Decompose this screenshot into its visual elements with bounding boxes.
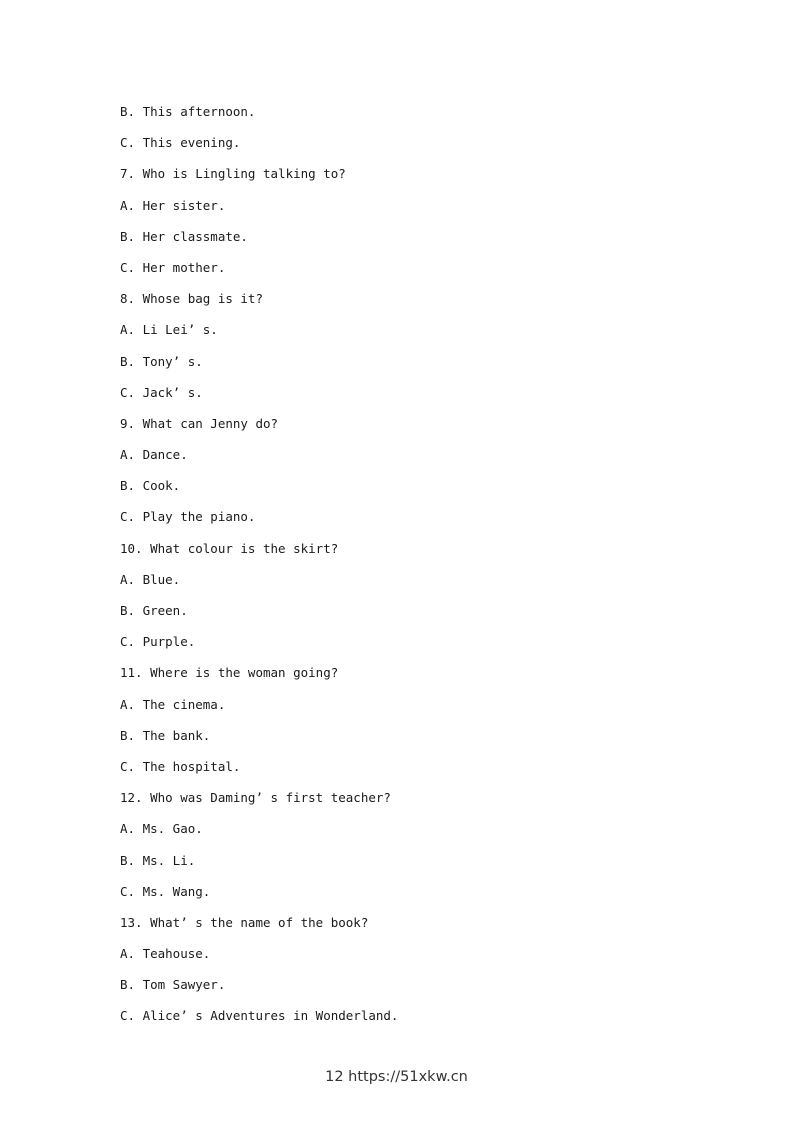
question-line: 10. What colour is the skirt? bbox=[120, 540, 339, 556]
page-footer: 12 https://51xkw.cn bbox=[325, 1069, 468, 1085]
option-line: B. Ms. Li. bbox=[120, 852, 196, 868]
option-line: B. Tom Sawyer. bbox=[120, 977, 226, 993]
option-line: B. This afternoon. bbox=[120, 104, 256, 119]
question-line: 12. Who was Daming’ s first teacher? bbox=[120, 790, 391, 806]
option-line: C. Purple. bbox=[120, 634, 196, 650]
option-line: C. Play the piano. bbox=[120, 509, 256, 525]
option-line: B. Tony’ s. bbox=[120, 353, 203, 369]
question-line: 9. What can Jenny do? bbox=[120, 415, 279, 431]
option-line: B. Green. bbox=[120, 603, 188, 618]
question-line: 13. What’ s the name of the book? bbox=[120, 914, 369, 930]
option-line: A. Her sister. bbox=[120, 197, 226, 213]
option-line: A. Blue. bbox=[120, 571, 181, 587]
question-line: 7. Who is Lingling talking to? bbox=[120, 166, 346, 182]
option-line: C. Her mother. bbox=[120, 259, 226, 275]
option-line: A. Li Lei’ s. bbox=[120, 322, 218, 338]
option-line: B. Her classmate. bbox=[120, 228, 248, 244]
option-line: C. Ms. Wang. bbox=[120, 883, 211, 899]
option-line: C. Alice’ s Adventures in Wonderland. bbox=[120, 1008, 399, 1024]
option-line: C. The hospital. bbox=[120, 758, 241, 774]
question-list bbox=[120, 103, 720, 1039]
question-line: 8. Whose bag is it? bbox=[120, 291, 263, 307]
option-line: A. Teahouse. bbox=[120, 946, 211, 962]
option-line: B. Cook. bbox=[120, 478, 181, 494]
question-line: 11. Where is the woman going? bbox=[120, 665, 339, 681]
option-line: B. The bank. bbox=[120, 727, 211, 743]
option-line: A. The cinema. bbox=[120, 696, 226, 712]
option-line: C. This evening. bbox=[120, 135, 241, 151]
option-line: A. Dance. bbox=[120, 447, 188, 463]
option-line: C. Jack’ s. bbox=[120, 384, 203, 400]
option-line: A. Ms. Gao. bbox=[120, 821, 203, 837]
